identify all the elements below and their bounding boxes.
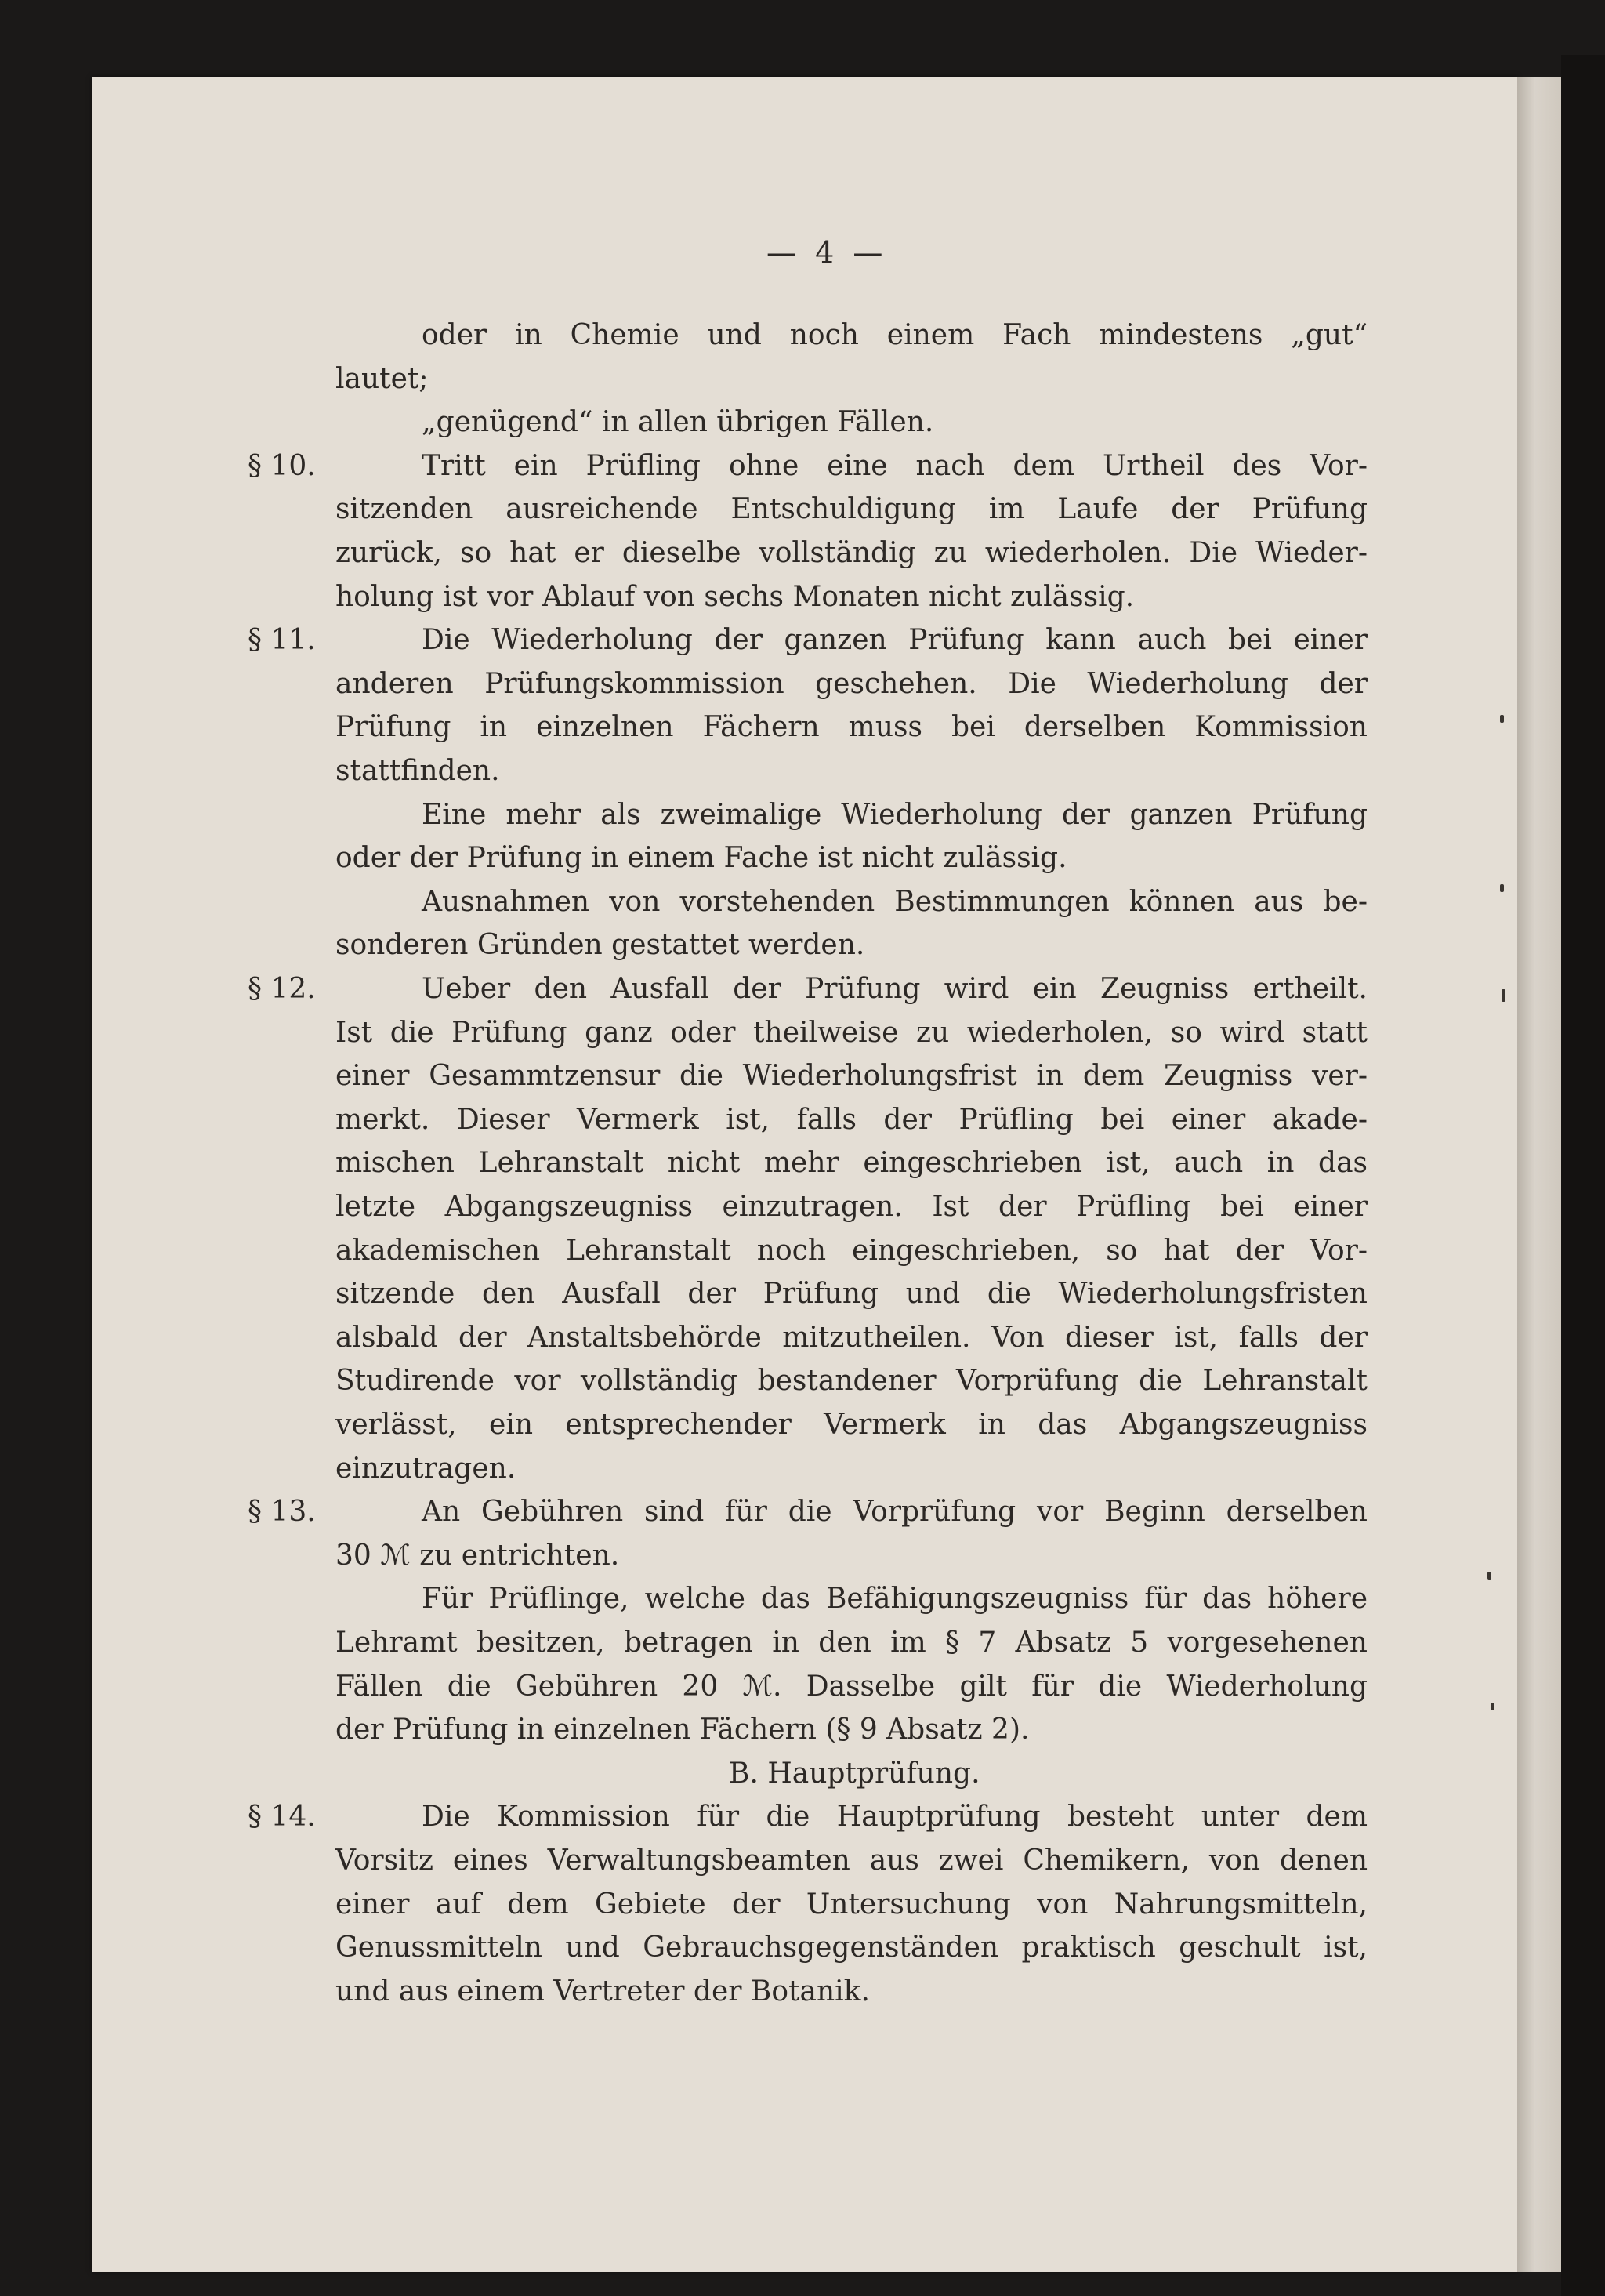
text-line: und aus einem Vertreter der Botanik. (335, 1975, 870, 2008)
text-line: oder der Prüfung in einem Fache ist nicht zulässig. (335, 842, 1067, 874)
text-line: lautet; (335, 363, 429, 395)
text-line: Studirende vor vollständig bestandener Vorprüfung die Lehranstalt (335, 1365, 1368, 1397)
text-line: merkt. Dieser Vermerk ist, falls der Prüfling bei einer akade- (335, 1104, 1368, 1136)
text-line: sitzenden ausreichende Entschuldigung im Laufe der Prüfung (335, 493, 1368, 525)
text-line: Vorsitz eines Verwaltungsbeamten aus zwei Chemikern, von denen (335, 1844, 1368, 1877)
scan-speck (1502, 989, 1505, 1002)
text-line: holung ist vor Ablauf von sechs Monaten nicht zulässig. (335, 581, 1135, 613)
text-line: Die Wiederholung der ganzen Prüfung kann auch bei einer (422, 624, 1368, 656)
text-line: verlässt, ein entsprechender Vermerk in das Abgangszeugniss (335, 1409, 1368, 1441)
scan-speck (1500, 715, 1504, 723)
text-line: Lehramt besitzen, betragen in den im § 7 Absatz 5 vorgesehenen (335, 1627, 1368, 1659)
text-line: „genügend“ in allen übrigen Fällen. (422, 406, 934, 438)
text-line: oder in Chemie und noch einem Fach mindestens „gut“ (422, 319, 1368, 351)
section-heading: B. Hauptprüfung. (729, 1757, 980, 1790)
text-line: 30 ℳ zu entrichten. (335, 1540, 620, 1572)
text-line: letzte Abgangszeugniss einzutragen. Ist der Prüfling bei einer (335, 1191, 1368, 1223)
page-number: — 4 — (766, 235, 888, 270)
text-line: sonderen Gründen gestattet werden. (335, 929, 865, 961)
section-marker: § 12. (248, 973, 316, 1005)
section-marker: § 11. (248, 624, 316, 657)
text-line: alsbald der Anstaltsbehörde mitzutheilen. Von dieser ist, falls der (335, 1322, 1368, 1354)
text-line: Die Kommission für die Hauptprüfung besteht unter dem (422, 1801, 1368, 1833)
text-line: Eine mehr als zweimalige Wiederholung der ganzen Prüfung (422, 799, 1368, 831)
text-line: Ausnahmen von vorstehenden Bestimmungen können aus be- (422, 886, 1368, 918)
text-line: Prüfung in einzelnen Fächern muss bei derselben Kommission (335, 711, 1368, 743)
section-marker: § 14. (248, 1801, 316, 1834)
text-line: Für Prüflinge, welche das Befähigungszeugniss für das höhere (422, 1583, 1368, 1615)
text-line: einzutragen. (335, 1453, 516, 1485)
scan-speck (1491, 1703, 1494, 1710)
text-line: Fällen die Gebühren 20 ℳ. Dasselbe gilt für die Wiederholung (335, 1670, 1368, 1703)
text-line: mischen Lehranstalt nicht mehr eingeschrieben ist, auch in das (335, 1147, 1368, 1179)
text-line: der Prüfung in einzelnen Fächern (§ 9 Absatz 2). (335, 1714, 1030, 1746)
text-line: stattfinden. (335, 755, 500, 787)
text-line: akademischen Lehranstalt noch eingeschrieben, so hat der Vor- (335, 1235, 1368, 1267)
text-line: Ueber den Ausfall der Prüfung wird ein Zeugniss ertheilt. (422, 973, 1368, 1005)
text-line: Genussmitteln und Gebrauchsgegenständen praktisch geschult ist, (335, 1931, 1368, 1964)
text-line: Ist die Prüfung ganz oder theilweise zu wiederholen, so wird statt (335, 1017, 1368, 1049)
text-line: anderen Prüfungskommission geschehen. Die Wiederholung der (335, 668, 1368, 700)
text-line: An Gebühren sind für die Vorprüfung vor Beginn derselben (422, 1496, 1368, 1528)
text-line: einer auf dem Gebiete der Untersuchung von Nahrungsmitteln, (335, 1888, 1368, 1921)
text-line: einer Gesammtzensur die Wiederholungsfrist in dem Zeugniss ver- (335, 1060, 1368, 1092)
text-line: Tritt ein Prüfling ohne eine nach dem Urtheil des Vor- (422, 450, 1368, 482)
text-line: zurück, so hat er dieselbe vollständig zu wiederholen. Die Wieder- (335, 537, 1368, 569)
section-marker: § 13. (248, 1496, 316, 1529)
scan-speck (1500, 884, 1504, 892)
section-marker: § 10. (248, 449, 316, 482)
scan-speck (1487, 1572, 1491, 1580)
text-line: sitzende den Ausfall der Prüfung und die Wiederholungsfristen (335, 1278, 1368, 1310)
